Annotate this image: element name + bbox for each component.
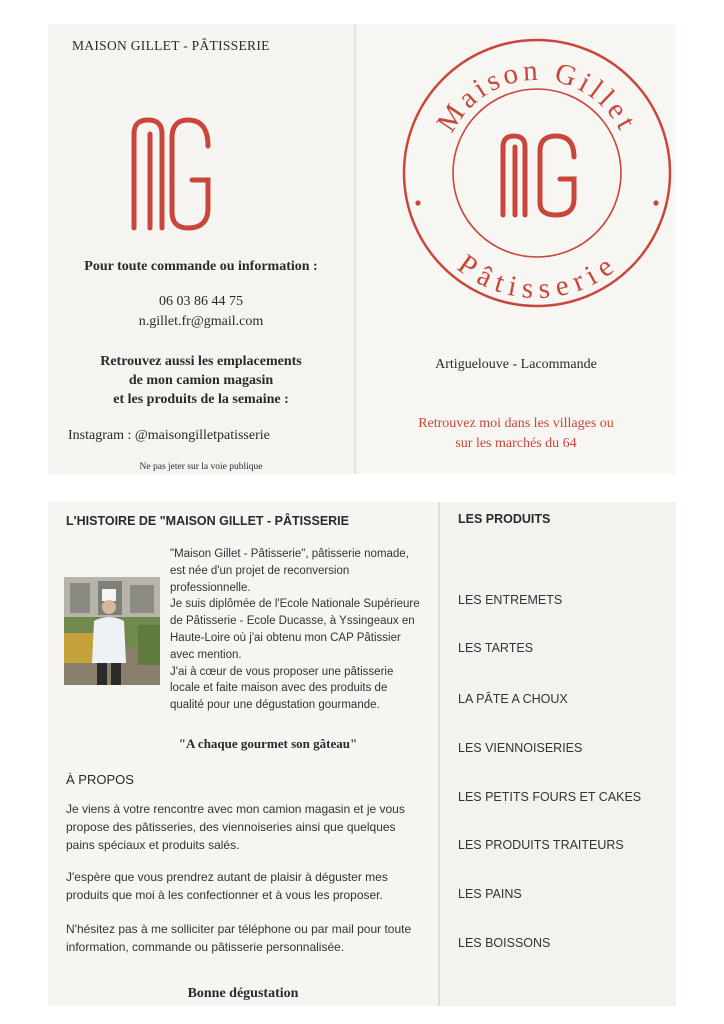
product-pains[interactable]: LES PAINS	[458, 887, 522, 901]
seal-bottom-text: Pâtisserie	[451, 248, 623, 306]
location-text: Artiguelouve - Lacommande	[435, 357, 597, 372]
phone-number[interactable]: 06 03 86 44 75	[159, 294, 243, 309]
instagram-handle[interactable]: Instagram : @maisongilletpatisserie	[68, 428, 270, 443]
product-boissons[interactable]: LES BOISSONS	[458, 936, 551, 950]
about-paragraph-1: Je viens à votre rencontre avec mon camion magasin et je vous propose des pâtisseries, des viennoiseries ainsi que quelques pains spéciaux et produits salés.	[66, 802, 405, 852]
products-panel	[440, 502, 676, 1006]
product-traiteurs[interactable]: LES PRODUITS TRAITEURS	[458, 838, 624, 852]
history-panel	[48, 502, 438, 1006]
product-tartes[interactable]: LES TARTES	[458, 641, 534, 655]
about-paragraph-2: J'espère que vous prendrez autant de plaisir à déguster mes produits que moi à les confectionner et à vous les proposer.	[66, 870, 388, 902]
email-address[interactable]: n.gillet.fr@gmail.com	[138, 314, 264, 329]
signoff: Bonne dégustation	[187, 986, 299, 1001]
seal-mg-logo-icon	[503, 136, 574, 215]
motto: "A chaque gourmet son gâteau"	[178, 736, 358, 751]
chef-photo	[64, 577, 160, 685]
brand-line: MAISON GILLET - PÂTISSERIE	[72, 38, 270, 53]
maison-gillet-seal	[402, 38, 672, 308]
mg-logo-icon	[128, 116, 212, 232]
seal-top-text: Maison Gillet	[430, 54, 644, 138]
products-heading: LES PRODUITS	[458, 512, 551, 526]
contact-heading: Pour toute commande ou information :	[84, 259, 318, 274]
product-petits-fours[interactable]: LES PETITS FOURS ET CAKES	[458, 790, 642, 804]
product-viennoiseries[interactable]: LES VIENNOISERIES	[458, 741, 583, 755]
about-heading: À PROPOS	[66, 772, 134, 787]
history-heading: L'HISTOIRE DE "MAISON GILLET - PÂTISSERIE	[66, 514, 349, 528]
markets-line-2: sur les marchés du 64	[455, 436, 577, 451]
product-pate-a-choux[interactable]: LA PÂTE A CHOUX	[458, 692, 568, 706]
about-paragraph-3: N'hésitez pas à me solliciter par téléphone ou par mail pour toute information, commande ou pâtisserie personnalisée.	[66, 922, 412, 954]
product-entremets[interactable]: LES ENTREMETS	[458, 593, 563, 607]
cover-back-panel	[48, 24, 354, 474]
cover-front-panel	[356, 24, 676, 474]
markets-line-1: Retrouvez moi dans les villages ou	[418, 416, 614, 431]
footnote: Ne pas jeter sur la voie publique	[139, 462, 263, 472]
locations-heading: Retrouvez aussi les emplacements de mon camion magasin et les produits de la semaine :	[100, 354, 302, 407]
history-intro: "Maison Gillet - Pâtisserie", pâtisserie nomade, est née d'un projet de reconversion professionnelle. Je suis diplômée de l'Ecole Nationale Supérieure de Pâtisserie - Ecole Ducasse, à Yssingeaux en Haute-Loire où j'ai obtenu mon CAP Pâtissier avec mention. J'ai à cœur de vous proposer une pâtisserie locale et faite maison avec des produits de qualité pour une dégustation gourmande.	[170, 548, 420, 712]
